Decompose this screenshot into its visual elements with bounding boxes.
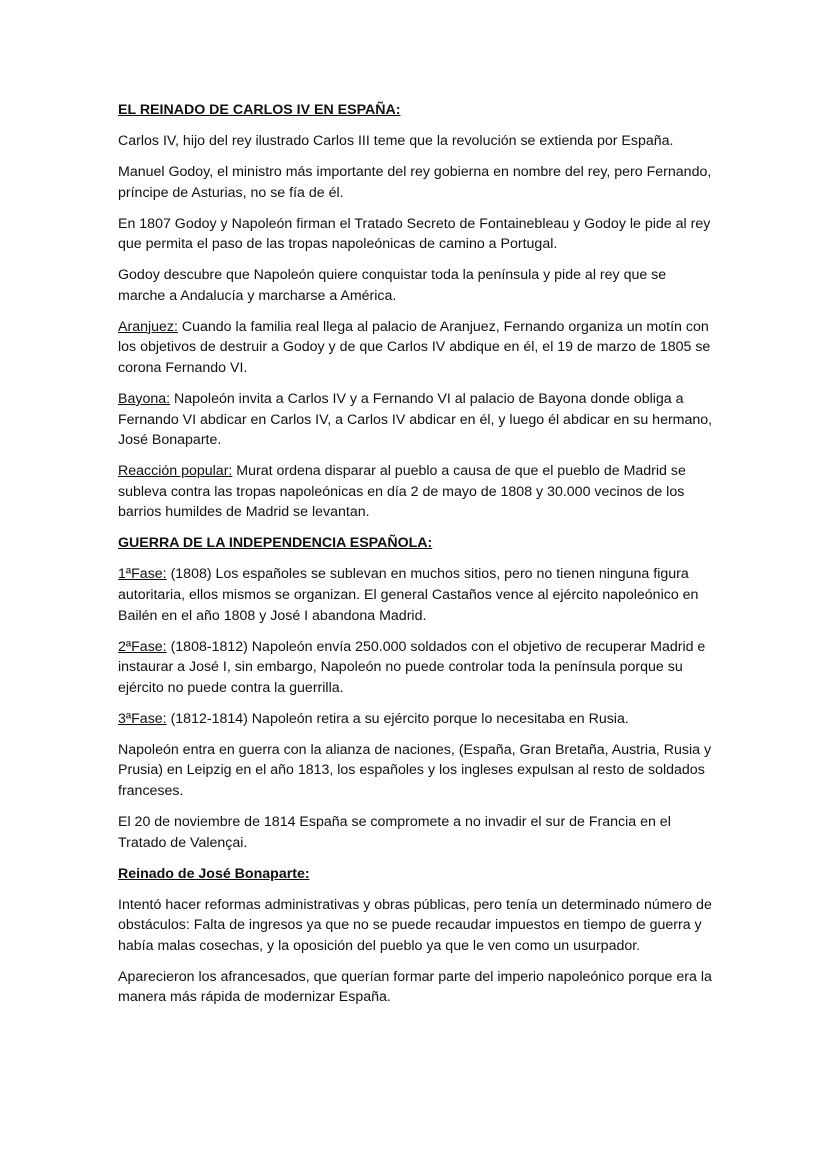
paragraph-carlos-iv: Carlos IV, hijo del rey ilustrado Carlos III teme que la revolución se extienda por España. <box>118 133 674 150</box>
text-fase-3: (1812-1814) Napoleón retira a su ejército porque lo necesitaba en Rusia. <box>166 710 629 727</box>
paragraph-reformas: Intentó hacer reformas administrativas y obras públicas, pero tenía un determinado número de obstáculos: Falta de ingresos ya que no se puede recaudar impuestos en tiempo de guerra y había malas cosechas, y la oposición del pueblo ya que le ven como un usurpador. <box>118 896 712 954</box>
label-fase-2: 2ªFase: <box>118 638 167 655</box>
paragraph-afrancesados: Aparecieron los afrancesados, que querían formar parte del imperio napoleónico porque era la manera más rápida de modernizar España. <box>118 968 712 1006</box>
paragraph-fase-3 <box>118 709 716 730</box>
paragraph-godoy: Manuel Godoy, el ministro más importante del rey gobierna en nombre del rey, pero Fernando, príncipe de Asturias, no se fía de él. <box>118 164 712 201</box>
label-fase-1: 1ªFase: <box>118 566 167 583</box>
text-fase-1: (1808) Los españoles se sublevan en muchos sitios, pero no tienen ninguna figura autoritaria, ellos mismos se organizan. El general Castaños vence al ejército napoleónico en Bailén en el año 1808 y José I abandona Madrid. <box>118 566 699 624</box>
text-fase-2: (1808-1812) Napoleón envía 250.000 soldados con el objetivo de recuperar Madrid e instaurar a José I, sin embargo, Napoleón no puede controlar toda la península porque su ejército no puede contra la guerrilla. <box>118 638 706 696</box>
section-heading-jose-bonaparte: Reinado de José Bonaparte: <box>118 865 310 882</box>
paragraph-fase-1 <box>118 564 716 626</box>
label-reaccion-popular: Reacción popular: <box>118 463 233 480</box>
paragraph-aranjuez <box>118 317 716 379</box>
label-fase-3: 3ªFase: <box>118 710 167 727</box>
section-heading-carlos-iv: EL REINADO DE CARLOS IV EN ESPAÑA: <box>118 102 401 118</box>
paragraph-andalucia: Godoy descubre que Napoleón quiere conquistar toda la península y pide al rey que se marche a Andalucía y marcharse a América. <box>118 267 667 304</box>
paragraph-bayona <box>118 389 716 451</box>
text-aranjuez: Cuando la familia real llega al palacio de Aranjuez, Fernando organiza un motín con los objetivos de destruir a Godoy y de que Carlos IV abdique en él, el 19 de marzo de 1805 se corona Fernando VI. <box>118 318 711 376</box>
text-reaccion-popular: Murat ordena disparar al pueblo a causa de que el pueblo de Madrid se subleva contra las tropas napoleónicas en día 2 de mayo de 1808 y 30.000 vecinos de los barrios humildes de Madrid se levantan. <box>118 463 686 521</box>
paragraph-reaccion-popular <box>118 461 716 523</box>
label-bayona: Bayona: <box>118 390 171 407</box>
text-bayona: Napoleón invita a Carlos IV y a Fernando VI al palacio de Bayona donde obliga a Fernando VI abdicar en Carlos IV, a Carlos IV abdicar en él, y luego él abdicar en su hermano, José Bonaparte. <box>118 390 713 449</box>
paragraph-fontainebleau: En 1807 Godoy y Napoleón firman el Tratado Secreto de Fontainebleau y Godoy le pide al rey que permita el paso de las tropas napoleónicas de camino a Portugal. <box>118 215 711 253</box>
paragraph-valencay: El 20 de noviembre de 1814 España se compromete a no invadir el sur de Francia en el Tratado de Valençai. <box>118 813 671 851</box>
label-aranjuez: Aranjuez: <box>118 318 178 335</box>
paragraph-leipzig: Napoleón entra en guerra con la alianza de naciones, (España, Gran Bretaña, Austria, Rusia y Prusia) en Leipzig en el año 1813, los españoles y los ingleses expulsan al resto de soldados franceses. <box>118 741 712 799</box>
document-page <box>118 100 716 1018</box>
section-heading-guerra: GUERRA DE LA INDEPENDENCIA ESPAÑOLA: <box>118 535 433 552</box>
paragraph-fase-2 <box>118 637 716 699</box>
